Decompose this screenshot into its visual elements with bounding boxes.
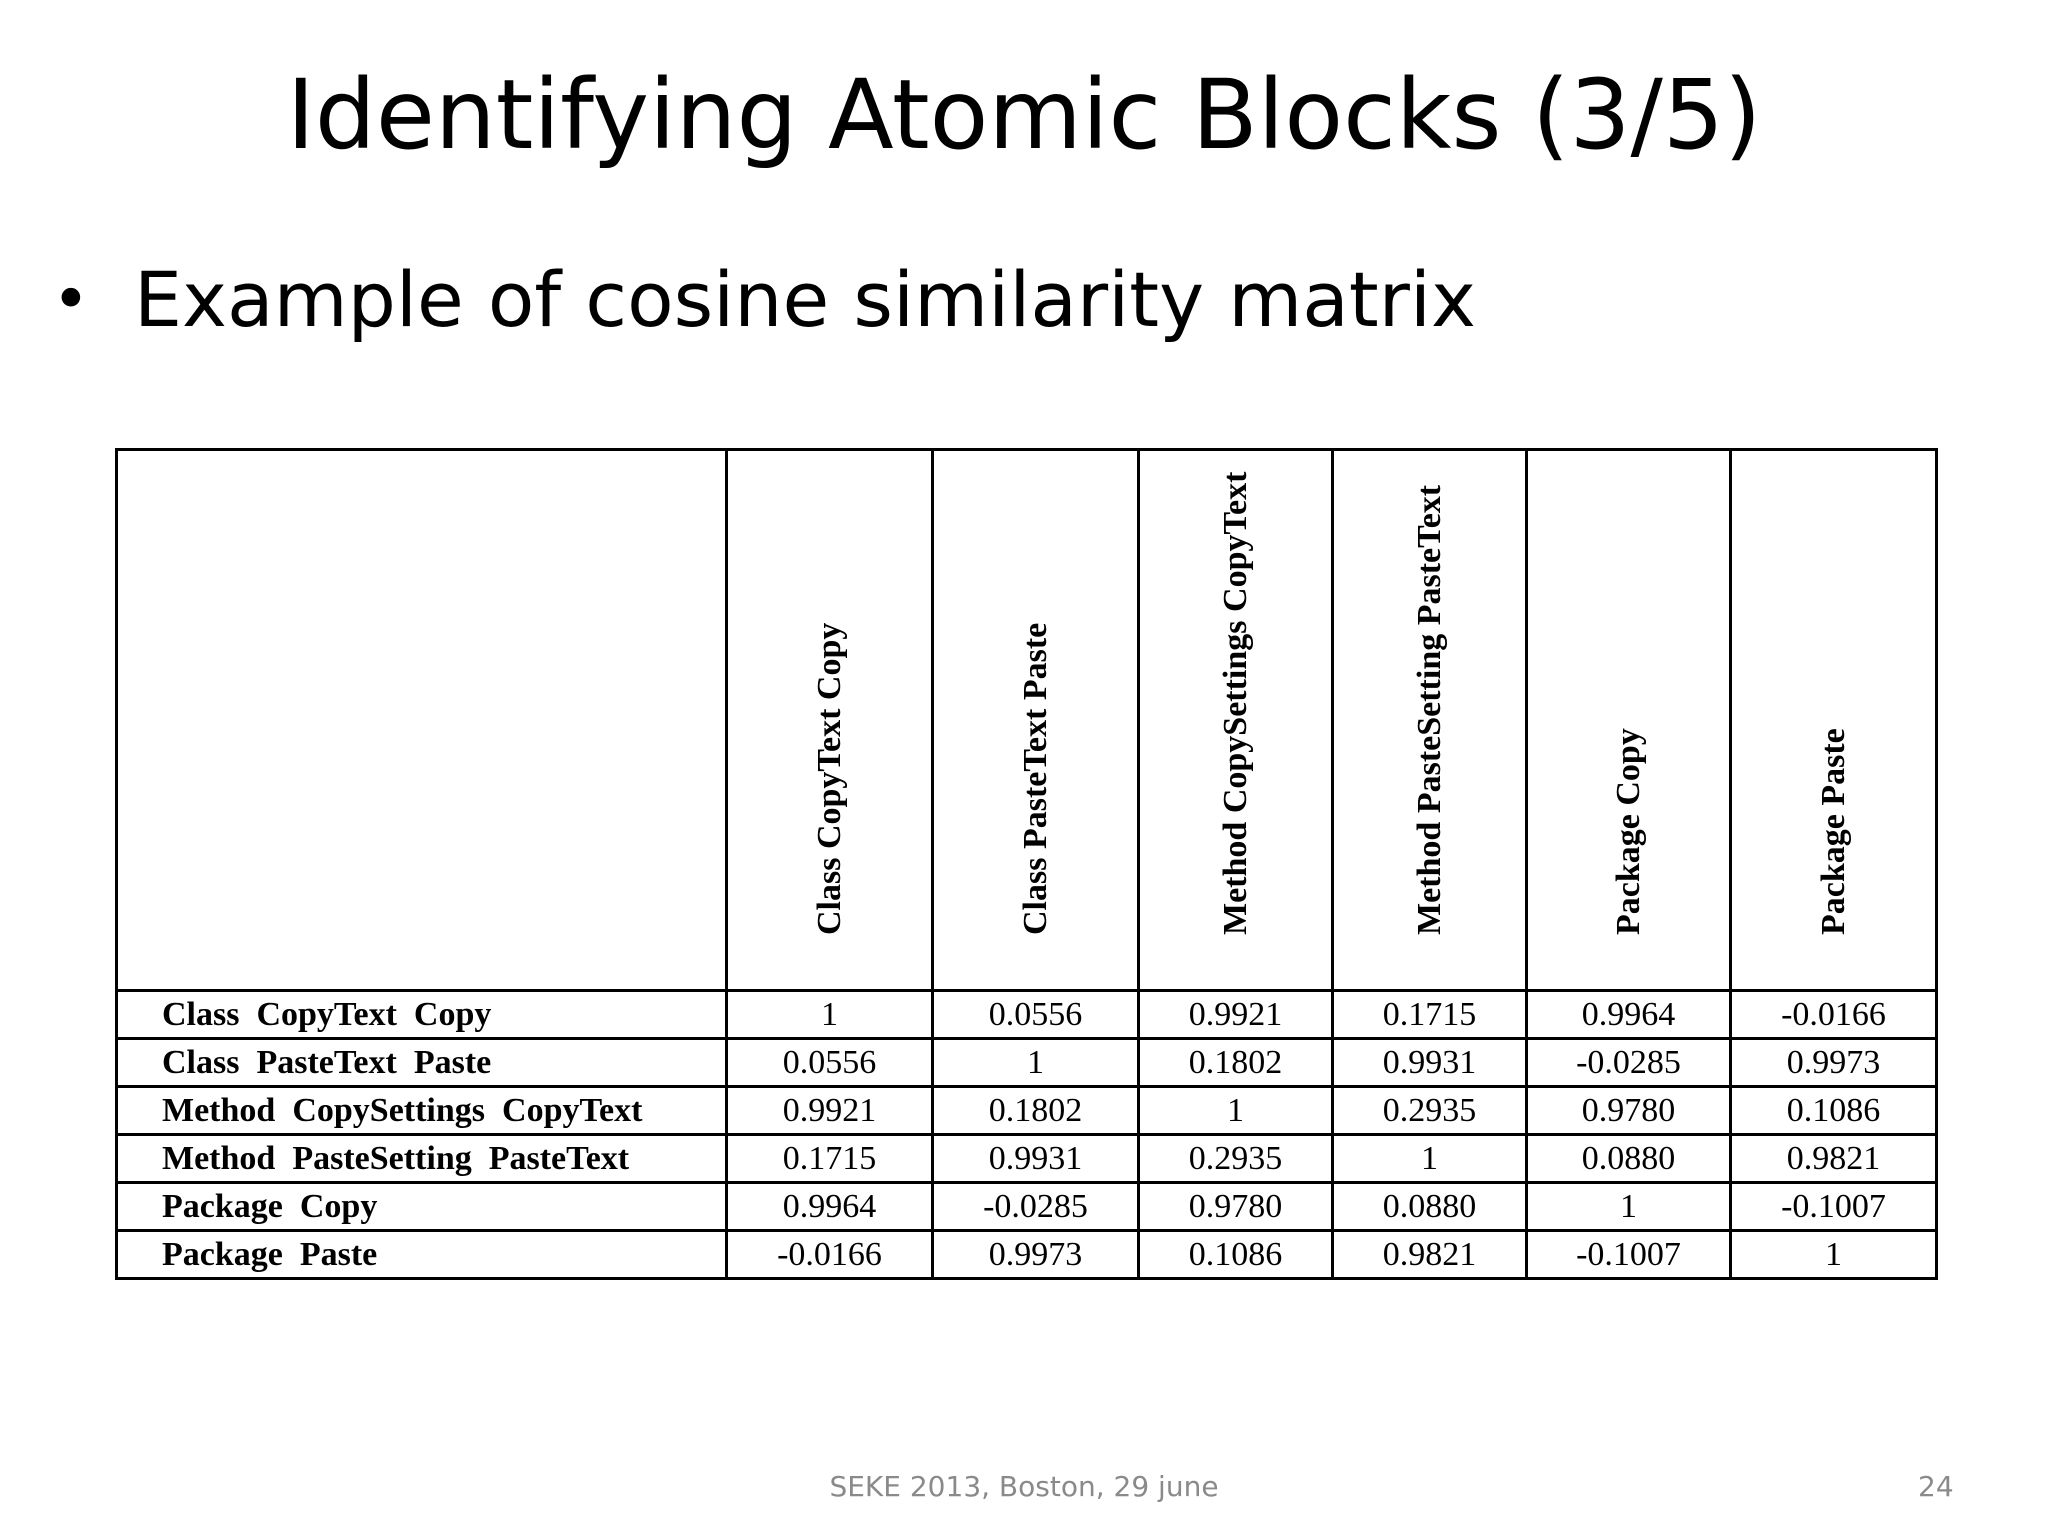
column-header-label: Package Paste xyxy=(1814,728,1852,935)
column-header-label: Package Copy xyxy=(1609,728,1647,935)
slide-footer: SEKE 2013, Boston, 29 june xyxy=(829,1470,1219,1503)
matrix-cell: -0.0166 xyxy=(727,1231,933,1279)
column-header-label: Method PasteSetting PasteText xyxy=(1410,484,1448,935)
matrix-cell: 1 xyxy=(1731,1231,1937,1279)
bullet-icon: • xyxy=(52,263,90,337)
row-header: Package Paste xyxy=(117,1231,727,1279)
matrix-cell: -0.0285 xyxy=(1527,1039,1731,1087)
matrix-cell: 0.9921 xyxy=(727,1087,933,1135)
table-row xyxy=(117,1135,1937,1183)
column-header-label: Class PasteText Paste xyxy=(1016,622,1054,935)
row-header: Method CopySettings CopyText xyxy=(117,1087,727,1135)
row-header: Method PasteSetting PasteText xyxy=(117,1135,727,1183)
row-header: Class CopyText Copy xyxy=(117,991,727,1039)
matrix-cell: 0.9973 xyxy=(1731,1039,1937,1087)
slide-title: Identifying Atomic Blocks (3/5) xyxy=(286,59,1762,171)
column-header xyxy=(1139,450,1333,991)
table-row xyxy=(117,1039,1937,1087)
table-row xyxy=(117,1231,1937,1279)
row-header: Package Copy xyxy=(117,1183,727,1231)
matrix-cell: 0.0880 xyxy=(1527,1135,1731,1183)
matrix-cell: 0.9921 xyxy=(1139,991,1333,1039)
matrix-cell: -0.1007 xyxy=(1527,1231,1731,1279)
matrix-cell: 0.9964 xyxy=(727,1183,933,1231)
column-header xyxy=(933,450,1139,991)
matrix-cell: 0.9931 xyxy=(933,1135,1139,1183)
row-header: Class PasteText Paste xyxy=(117,1039,727,1087)
matrix-cell: 0.9780 xyxy=(1527,1087,1731,1135)
bullet-item xyxy=(52,250,1476,350)
matrix-cell: 1 xyxy=(727,991,933,1039)
matrix-cell: 0.0880 xyxy=(1333,1183,1527,1231)
matrix-cell: 0.2935 xyxy=(1139,1135,1333,1183)
matrix-cell: 0.9964 xyxy=(1527,991,1731,1039)
column-header-label: Method CopySettings CopyText xyxy=(1216,471,1254,935)
matrix-cell: 0.1086 xyxy=(1139,1231,1333,1279)
column-header xyxy=(1731,450,1937,991)
matrix-cell: 1 xyxy=(1139,1087,1333,1135)
matrix-cell: 0.9780 xyxy=(1139,1183,1333,1231)
table-row xyxy=(117,1087,1937,1135)
column-header xyxy=(1333,450,1527,991)
matrix-cell: 1 xyxy=(1333,1135,1527,1183)
column-header-label: Class CopyText Copy xyxy=(810,622,848,935)
cosine-similarity-matrix xyxy=(115,448,1938,1280)
matrix-cell: 1 xyxy=(1527,1183,1731,1231)
page-number: 24 xyxy=(1918,1470,1954,1503)
table-row xyxy=(117,1183,1937,1231)
column-header xyxy=(1527,450,1731,991)
matrix-cell: 0.9931 xyxy=(1333,1039,1527,1087)
column-header xyxy=(727,450,933,991)
matrix-cell: -0.0285 xyxy=(933,1183,1139,1231)
matrix-cell: 0.9821 xyxy=(1731,1135,1937,1183)
matrix-header-row xyxy=(117,450,1937,991)
matrix-cell: 0.1802 xyxy=(1139,1039,1333,1087)
matrix-cell: 0.1715 xyxy=(727,1135,933,1183)
matrix-cell: 0.2935 xyxy=(1333,1087,1527,1135)
matrix-cell: 0.1802 xyxy=(933,1087,1139,1135)
matrix-cell: -0.0166 xyxy=(1731,991,1937,1039)
matrix-cell: 0.0556 xyxy=(727,1039,933,1087)
matrix-cell: -0.1007 xyxy=(1731,1183,1937,1231)
matrix-cell: 0.1715 xyxy=(1333,991,1527,1039)
matrix-cell: 1 xyxy=(933,1039,1139,1087)
matrix-cell: 0.9821 xyxy=(1333,1231,1527,1279)
table-row xyxy=(117,991,1937,1039)
matrix-corner-cell xyxy=(117,450,727,991)
bullet-text: Example of cosine similarity matrix xyxy=(134,255,1476,344)
matrix-cell: 0.0556 xyxy=(933,991,1139,1039)
matrix-cell: 0.9973 xyxy=(933,1231,1139,1279)
matrix-cell: 0.1086 xyxy=(1731,1087,1937,1135)
